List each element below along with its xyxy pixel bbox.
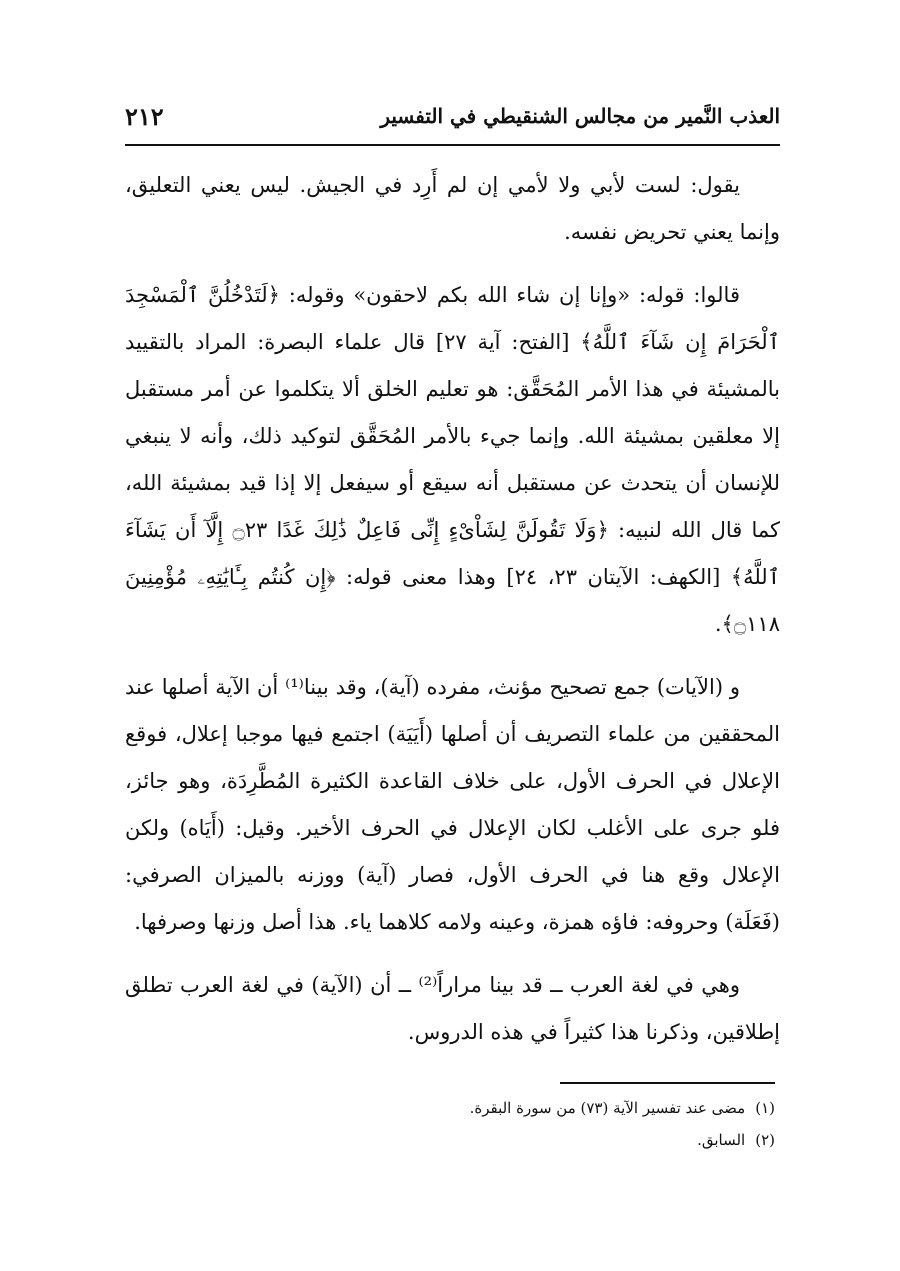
body-text <box>125 162 780 1072</box>
footnote-number: (١) <box>755 1099 775 1117</box>
footnote-text: مضى عند تفسير الآية (٧٣) من سورة البقرة. <box>469 1099 746 1117</box>
footnote-text: السابق. <box>697 1131 746 1149</box>
running-title: العذب النَّمير من مجالس الشنقيطي في التفسير <box>380 104 780 128</box>
paragraph-2: قالوا: قوله: «وإنا إن شاء الله بكم لاحقون» وقوله: ﴿لَتَدْخُلُنَّ ٱلْمَسْجِدَ ٱلْحَرَامَ إِن شَآءَ ٱللَّهُ﴾ [الفتح: آية ٢٧] قال علماء البصرة: المراد بالتقييد بالمشيئة في هذا الأمر المُحَقَّق: هو تعليم الخلق ألا يتكلموا عن أمر مستقبل إلا معلقين بمشيئة الله. وإنما جيء بالأمر المُحَقَّق لتوكيد ذلك، وأنه لا ينبغي للإنسان أن يتحدث عن مستقبل أنه سيقع أو سيفعل إلا إذا قيد بمشيئة الله، كما قال الله لنبيه: ﴿وَلَا تَقُولَنَّ لِشَاْىْءٍ إِنِّى فَاعِلٌ ذَٰلِكَ غَدًا ۝٢٣ إِلَّآ أَن يَشَآءَ ٱللَّهُ﴾ [الكهف: الآيتان ٢٣، ٢٤] وهذا معنى قوله: ﴿إِن كُنتُم بِـَٔايَٰتِهِۦ مُؤْمِنِينَ ۝١١٨﴾. <box>125 283 781 636</box>
footnotes <box>125 1092 775 1156</box>
footnote-1 <box>125 1092 775 1124</box>
paragraph-1: يقول: لست لأبي ولا لأمي إن لم أَرِد في الجيش. ليس يعني التعليق، وإنما يعني تحريض نفسه. <box>125 173 780 244</box>
footnote-2 <box>125 1124 775 1156</box>
page-header <box>125 100 780 146</box>
footnote-number: (٢) <box>755 1131 775 1149</box>
footnote-divider <box>560 1082 775 1084</box>
paragraph-3: و (الآيات) جمع تصحيح مؤنث، مفرده (آية)، وقد بينا⁽¹⁾ أن الآية أصلها عند المحققين من علماء التصريف أن أصلها (أَيَيَة) اجتمع فيها موجبا إعلال، فوقع الإعلال في الحرف الأول، على خلاف القاعدة الكثيرة المُطَّرِدَة، وهو جائز، فلو جرى على الأغلب لكان الإعلال في الحرف الأخير. وقيل: (أَيَاه) ولكن الإعلال وقع هنا في الحرف الأول، فصار (آية) ووزنه بالميزان الصرفي: (فَعَلَة) وحروفه: فاؤه همزة، وعينه ولامه كلاهما ياء. هذا أصل وزنها وصرفها. <box>125 675 780 934</box>
page-number: ٢١٢ <box>125 102 164 131</box>
paragraph-4: وهي في لغة العرب ــ قد بينا مراراً⁽²⁾ ــ أن (الآية) في لغة العرب تطلق إطلاقين، وذكرنا هذا كثيراً في هذه الدروس. <box>125 973 780 1044</box>
